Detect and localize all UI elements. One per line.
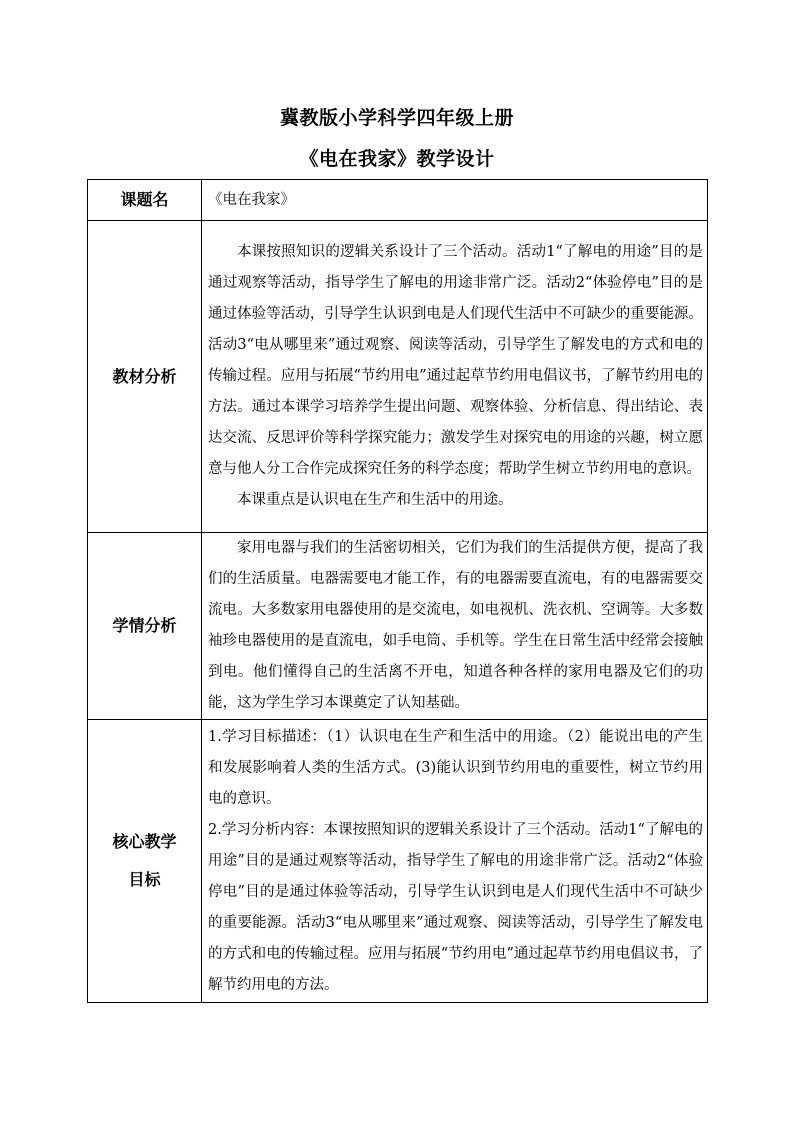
core-goals-label-line2: 目标 [128, 870, 161, 889]
material-analysis-content [202, 221, 708, 533]
document-title: 冀教版小学科学四年级上册 [279, 107, 514, 129]
table-row-core-goals [88, 720, 708, 1003]
learning-analysis-content: 2.学习分析内容：本课按照知识的逻辑关系设计了三个活动。活动1“了解电的用途”目的是通过观察等活动，指导学生了解电的用途非常广泛。活动2“体验停电”目的是通过体验等活动，引导学生认识到电是人们现代生活中不可缺少的重要能源。活动3“电从哪里来”通过观察、阅读等活动，引导学生了解发电的方式和电的传输过程。应用与拓展“节约用电”通过起草节约用电倡议书，了解节约用电的方法。 [208, 821, 703, 993]
material-analysis-paragraph: 本课按照知识的逻辑关系设计了三个活动。活动1“了解电的用途”目的是通过观察等活动，指导学生了解电的用途非常广泛。活动2“体验停电”目的是通过体验等活动，引导学生认识到电是人们现代生活中不可缺少的重要能源。活动3“电从哪里来”通过观察、阅读等活动，引导学生了解发电的方式和电的传输过程。应用与拓展“节约用电”通过起草节约用电倡议书，了解节约用电的方法。通过本课学习培养学生提出问题、观察体验、分析信息、得出结论、表达交流、反思评价等科学探究能力；激发学生对探究电的用途的兴趣，树立愿意与他人分工合作完成探究任务的科学态度；帮助学生树立节约用电的意识。 [208, 244, 703, 477]
material-analysis-label: 教材分析 [88, 221, 202, 533]
table-row-material-analysis [88, 221, 708, 533]
table-row-student-analysis [88, 533, 708, 720]
material-analysis-key-point: 本课重点是认识电在生产和生活中的用途。 [237, 492, 513, 508]
table-row-topic [88, 180, 708, 221]
core-goals-label-line1: 核心教学 [112, 832, 177, 851]
core-goals-content [202, 720, 708, 1003]
topic-label: 课题名 [88, 180, 202, 221]
student-analysis-label: 学情分析 [88, 533, 202, 720]
topic-value: 《电在我家》 [202, 180, 708, 221]
student-analysis-paragraph: 家用电器与我们的生活密切相关，它们为我们的生活提供方便，提高了我们的生活质量。电器需要电才能工作，有的电器需要直流电，有的电器需要交流电。大多数家用电器使用的是交流电，如电视机、洗衣机、空调等。大多数袖珍电器使用的是直流电，如手电筒、手机等。学生在日常生活中经常会接触到电。他们懂得自己的生活离不开电，知道各种各样的家用电器及它们的功能，这为学生学习本课奠定了认知基础。 [208, 540, 703, 711]
core-goals-label [88, 720, 202, 1003]
document-subtitle: 《电在我家》教学设计 [299, 148, 495, 170]
learning-goal-description: 1.学习目标描述：（1）认识电在生产和生活中的用途。（2）能说出电的产生和发展影响着人类的生活方式。(3)能认识到节约用电的重要性，树立节约用电的意识。 [208, 728, 703, 807]
student-analysis-content [202, 533, 708, 720]
lesson-design-table [87, 179, 708, 1003]
